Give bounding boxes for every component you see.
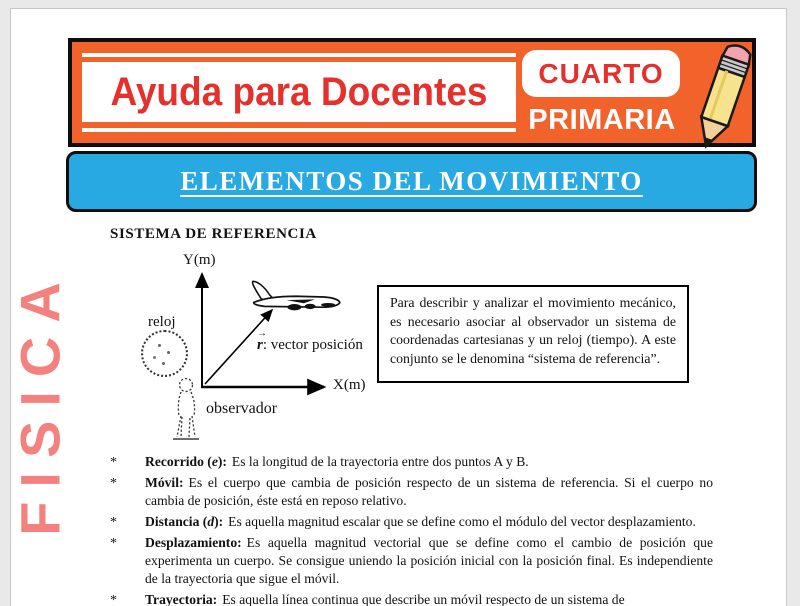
term-definition: Es el cuerpo que cambia de posición respecto de un sistema de referencia. Si el cuerpo no cambia de posición, éste está en reposo relativo. (145, 475, 713, 508)
grade-badge (522, 50, 680, 97)
observer-person-icon (167, 376, 205, 446)
page-title: ELEMENTOS DEL MOVIMIENTO (180, 166, 643, 196)
definition-info-box: Para describir y analizar el movimiento mecánico, es necesario asociar al observador un sistema de coordenadas cartesianas y un reloj (tiempo). A este conjunto se le denomina “sistema de referencia”. (377, 285, 689, 383)
list-item (107, 534, 713, 588)
clock-icon (141, 330, 188, 377)
list-item (107, 513, 713, 531)
subject-side-label: FISICA (8, 268, 72, 536)
bullet-marker: * (110, 515, 117, 530)
banner-stripe (82, 128, 516, 132)
x-axis-label: X(m) (333, 377, 366, 393)
brand-title: Ayuda para Docentes (110, 69, 488, 114)
airplane-icon (249, 277, 343, 317)
position-vector-label (257, 328, 363, 354)
bullet-marker: * (110, 455, 117, 470)
grade-bottom-label: PRIMARIA (528, 104, 676, 136)
bullet-marker: * (110, 536, 117, 551)
clock-label: reloj (148, 314, 176, 330)
y-axis-label: Y(m) (183, 252, 216, 268)
bullet-marker: * (110, 593, 117, 606)
vector-arrow-icon: → (257, 328, 267, 339)
grade-top-label: CUARTO (538, 57, 664, 89)
term-label: Recorrido (e): (145, 454, 227, 469)
term-label: Desplazamiento: (145, 535, 242, 550)
term-definition: Es aquella magnitud vectorial que se define como el cambio de posición que experimenta un cuerpo. Se consigue uniendo la posición inicial con la posición final. Es independiente de la trayectoria que sigue el móvil. (145, 535, 713, 586)
clock-detail (158, 344, 161, 347)
banner-stripe (82, 53, 516, 57)
list-item (107, 591, 713, 606)
brand-panel (82, 62, 516, 122)
term-label: Distancia (d): (145, 514, 224, 529)
section-heading: SISTEMA DE REFERENCIA (110, 226, 317, 242)
title-banner (66, 151, 757, 212)
definitions-list (107, 453, 713, 606)
term-label: Móvil: (145, 475, 184, 490)
vector-caption: : vector posición (262, 337, 363, 353)
term-label: Trayectoria: (145, 592, 218, 606)
term-definition: Es la longitud de la trayectoria entre dos puntos A y B. (231, 454, 529, 469)
pencil-icon (684, 40, 762, 154)
header-banner (68, 38, 756, 147)
vector-r-symbol: r → (257, 328, 267, 353)
observer-label: observador (206, 400, 278, 417)
list-item (107, 453, 713, 471)
list-item (107, 474, 713, 510)
term-definition: Es aquella línea continua que describe un móvil respecto de un sistema de (222, 592, 625, 606)
term-definition: Es aquella magnitud escalar que se define como el módulo del vector desplazamiento. (228, 514, 696, 529)
bullet-marker: * (110, 476, 117, 491)
